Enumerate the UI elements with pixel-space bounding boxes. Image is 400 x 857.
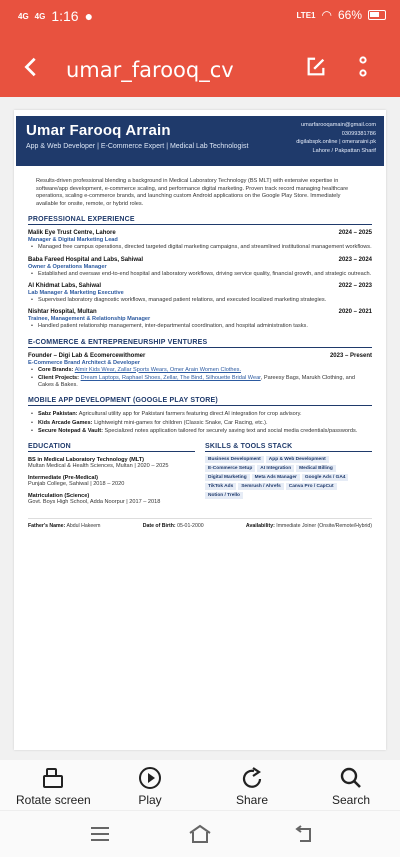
phone: 03099381786 (341, 130, 376, 137)
bottom-toolbar (0, 760, 400, 810)
skill-tag: TikTok Ads (205, 483, 236, 490)
skill-tag: Canva Pro / CapCut (286, 483, 337, 490)
cv-name: Umar Farooq Arrain (26, 122, 171, 139)
skill-tag: Notion / Trello (205, 492, 243, 499)
app-item: • Kids Arcade Games: Lightweight mini-games for children (Classic Snake, Car Racing, etc.). (28, 420, 372, 427)
job-org: Nishtar Hospital, Multan (28, 309, 97, 316)
section-ecommerce: E-COMMERCE & ENTREPRENEURSHIP VENTURES (28, 339, 372, 348)
document-canvas[interactable] (0, 97, 400, 760)
edu-school: Govt. Boys High School, Adda Noorpur | 2017 – 2018 (28, 499, 161, 506)
cv-role: App & Web Developer | E-Commerce Expert | Medical Lab Technologist (26, 143, 249, 150)
job-role: Manager & Digital Marketing Lead (28, 237, 118, 244)
skill-tag: Medical Billing (296, 465, 336, 472)
edu-title: Intermediate (Pre-Medical) (28, 475, 98, 482)
share-button[interactable] (236, 766, 268, 807)
skill-tag: Digital Marketing (205, 474, 250, 481)
job-bullet: • Supervised laboratory diagnostic workflows, managed patient relations, and executed localized marketing strategies. (28, 297, 372, 304)
play-button[interactable] (138, 766, 162, 807)
battery-level: 66% (337, 8, 362, 22)
edu-school: Multan Medical & Health Sciences, Multan | 2020 – 2025 (28, 463, 169, 470)
battery-icon (368, 10, 386, 20)
search-icon (339, 766, 363, 790)
job-date: 2020 – 2021 (338, 309, 372, 316)
network-2: 4G (34, 11, 46, 21)
cv-contact (296, 121, 376, 155)
father-name: Father's Name: Abdul Hakeem (28, 523, 101, 530)
edu-school: Punjab College, Sahiwal | 2018 – 2020 (28, 481, 125, 488)
websites: digilabspk.online | omeraraini.pk (296, 139, 376, 146)
back-nav-icon[interactable] (292, 823, 316, 845)
brands-bullet: • Core Brands: Almir Kids Wear, Zallar Sports Wears, Omer Arain Women Clothes. (28, 367, 372, 374)
document-title: umar_farooq_cv (66, 58, 234, 82)
section-education: EDUCATION (28, 443, 195, 452)
message-icon: ● (84, 8, 94, 24)
job-bullet: • Managed free campus operations, directed targeted digital marketing campaigns, and streamlined institutional management workflows. (28, 244, 372, 251)
job-date: 2024 – 2025 (338, 230, 372, 237)
job-bullet: • Handled patient relationship management, inter-departmental coordination, and hospital administration tasks. (28, 323, 372, 330)
play-icon (138, 766, 162, 790)
lte-indicator: LTE1 (296, 10, 316, 20)
job-entry (28, 257, 372, 278)
app-item: • Sabz Pakistan: Agricultural utility app for Pakistani farmers featuring direct AI integration for crop advisory. (28, 411, 372, 418)
cv-summary: Results-driven professional blending a background in Medical Laboratory Technology (BS MLT) with extensive expertise in software/app development, e-commerce scaling, and performance digital marketing. Proven track record managing healthcare operations, scaling e-commerce brands, and launching custom Android applications on the Google Play Store. Immediately available for onsite, remote, or hybrid roles. (36, 178, 349, 207)
section-experience: PROFESSIONAL EXPERIENCE (28, 216, 372, 225)
share-label: Share (236, 793, 269, 807)
job-role: Trainee, Management & Relationship Manager (28, 316, 151, 323)
skill-tags (205, 456, 372, 499)
search-label: Search (332, 793, 371, 807)
job-entry (28, 309, 372, 330)
rotate-screen-icon (41, 766, 65, 790)
education-column (28, 435, 195, 506)
rotate-screen-button[interactable] (16, 766, 91, 807)
date-of-birth: Date of Birth: 05-01-2000 (142, 523, 204, 530)
back-arrow-icon[interactable] (20, 56, 42, 78)
job-date: 2023 – 2024 (338, 256, 372, 263)
cv-page (14, 110, 386, 750)
cv-banner (16, 116, 384, 166)
skill-tag: Semrush / Ahrefs (238, 483, 284, 490)
play-label: Play (138, 793, 162, 807)
more-options-icon[interactable] (356, 56, 370, 80)
system-nav-bar (0, 810, 400, 857)
status-bar (0, 0, 400, 30)
venture-org: Founder – Digi Lab & Ecomercewithomer (28, 352, 146, 359)
job-org: Malik Eye Trust Centre, Lahore (28, 230, 116, 237)
recent-apps-icon[interactable] (88, 823, 112, 845)
app-item: • Secure Notepad & Vault: Specialized notes application tailored for securely saving text and social media credentials/passwords. (28, 428, 372, 435)
venture-role: E-Commerce Brand Architect & Developer (28, 359, 141, 366)
edu-title: BS in Medical Laboratory Technology (MLT) (28, 457, 145, 464)
skill-tag: App & Web Development (266, 456, 329, 463)
job-org: Al Khidmat Labs, Sahiwal (28, 282, 102, 289)
email: umarfarooqamain@gmail.com (300, 122, 376, 128)
search-button[interactable] (332, 766, 370, 807)
job-org: Baba Fareed Hospital and Labs, Sahiwal (28, 256, 144, 263)
clients-bullet: • Client Projects: Dream Laptops, Raphael Shoes, Zellar, The Bind, Silhouette Bridal Wear, Pareesy Bags, Marukh Clothing, and Cakes & Bakes. (28, 375, 372, 390)
network-1: 4G (18, 11, 29, 21)
skill-tag: Meta Ads Manager (252, 474, 300, 481)
venture-entry (28, 353, 372, 390)
wifi-icon: ◠ (321, 8, 332, 22)
job-entry (28, 230, 372, 251)
section-apps: MOBILE APP DEVELOPMENT (GOOGLE PLAY STORE) (28, 397, 372, 406)
share-icon (240, 766, 264, 790)
skill-tag: Google Ads / GA4 (302, 474, 349, 481)
venture-date: 2023 – Present (329, 352, 372, 359)
app-header (0, 0, 400, 97)
home-icon[interactable] (188, 823, 212, 845)
skill-tag: E-Commerce Setup (205, 465, 255, 472)
skills-column (205, 435, 372, 506)
job-role: Owner & Operations Manager (28, 263, 107, 270)
apps-list (28, 411, 372, 435)
rotate-screen-label: Rotate screen (16, 793, 91, 807)
edu-title: Matriculation (Science) (28, 493, 90, 500)
job-date: 2022 – 2023 (338, 282, 372, 289)
skill-tag: Business Development (205, 456, 264, 463)
job-role: Lab Manager & Marketing Executive (28, 289, 124, 296)
section-skills: SKILLS & TOOLS STACK (205, 443, 372, 452)
location: Lahore / Pakpattan Sharif (312, 147, 376, 154)
job-entry (28, 283, 372, 304)
job-bullet: • Established and oversaw end-to-end hospital and laboratory workflows, driving service quality, financial growth, and strategic outreach. (28, 271, 372, 278)
cv-footer (28, 518, 372, 529)
edit-icon[interactable] (305, 56, 327, 78)
clients-links[interactable]: Dream Laptops, Raphael Shoes, Zellar, The Bind, Silhouette Bridal Wear (80, 374, 261, 381)
brands-links[interactable]: Almir Kids Wear, Zallar Sports Wears, Omer Arain Women Clothes. (74, 366, 241, 373)
availability: Availability: Immediate Joiner (Onsite/Remote/Hybrid) (245, 523, 372, 530)
clock: 1:16 (51, 8, 79, 24)
skill-tag: AI Integration (257, 465, 294, 472)
